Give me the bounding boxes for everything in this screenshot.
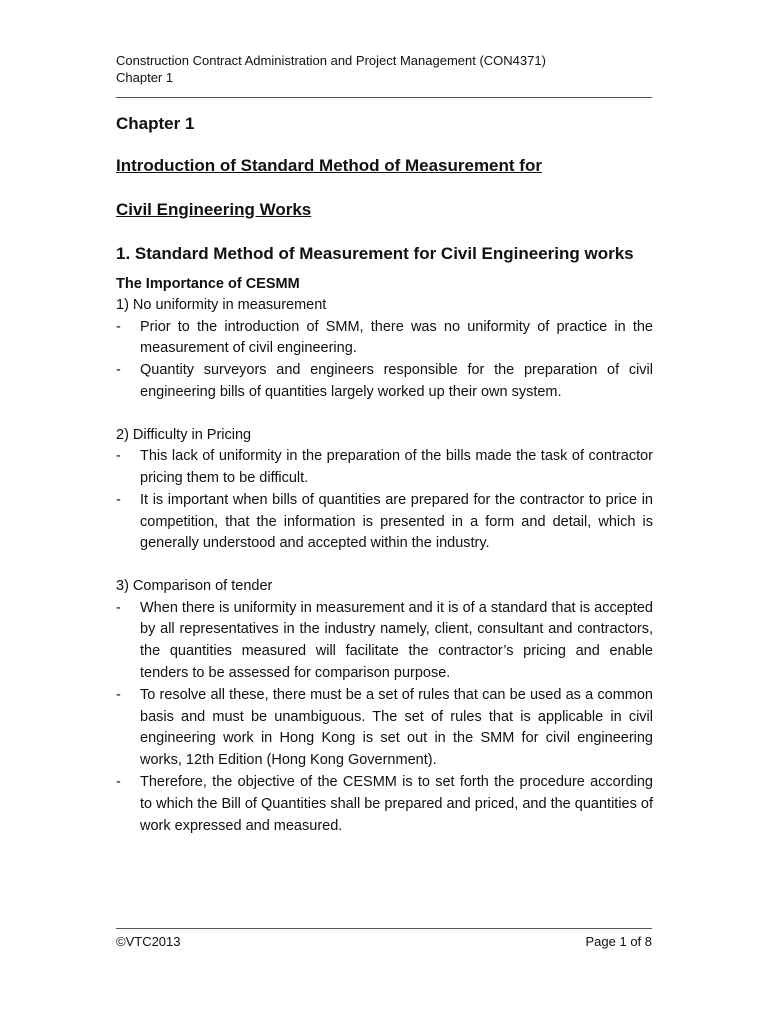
topic-title: 3) Comparison of tender bbox=[116, 578, 273, 595]
bullet-text: To resolve all these, there must be a set of rules that can be used as a common basis and must be unambiguous. The set of rules that is applicable in civil engineering work in Hong Kong is set out in the SMM for civil engineering works, 12th Edition (Hong Kong Government). bbox=[140, 686, 653, 769]
bullet-text: Quantity surveyors and engineers responsible for the preparation of civil engineering bills of quantities largely worked up their own system. bbox=[140, 362, 653, 400]
bullet-marker: - bbox=[116, 318, 121, 335]
header-divider bbox=[116, 97, 652, 98]
bullet-marker: - bbox=[116, 362, 121, 379]
bullet-list bbox=[116, 446, 653, 555]
footer-copyright: ©VTC2013 bbox=[116, 934, 181, 949]
bullet-marker: - bbox=[116, 491, 121, 508]
list-item bbox=[116, 360, 653, 404]
sub-heading: The Importance of CESMM bbox=[116, 276, 300, 292]
bullet-marker: - bbox=[116, 448, 121, 465]
bullet-list bbox=[116, 598, 653, 838]
course-title: Construction Contract Administration and Project Management (CON4371) bbox=[116, 53, 546, 68]
chapter-heading: Chapter 1 bbox=[116, 114, 195, 133]
bullet-text: Prior to the introduction of SMM, there was no uniformity of practice in the measurement of civil engineering. bbox=[140, 318, 653, 357]
bullet-text: When there is uniformity in measurement and it is of a standard that is accepted by all representatives in the industry namely, client, consultant and contractors, the quantities measured will facilitate the contractor’s pricing and enable tenders to be assessed for comparison purpose. bbox=[140, 599, 653, 682]
bullet-text: This lack of uniformity in the preparation of the bills made the task of contractor pricing them to be difficult. bbox=[140, 448, 653, 486]
list-item bbox=[116, 685, 653, 772]
section-heading: 1. Standard Method of Measurement for Civil Engineering works bbox=[116, 244, 634, 263]
footer-divider bbox=[116, 928, 652, 929]
page-content bbox=[116, 112, 653, 837]
list-item bbox=[116, 490, 653, 555]
header-chapter-label: Chapter 1 bbox=[116, 70, 174, 85]
running-header bbox=[116, 52, 652, 86]
list-item bbox=[116, 772, 653, 837]
title-line-2: Civil Engineering Works bbox=[116, 200, 312, 219]
list-item bbox=[116, 598, 653, 685]
bullet-marker: - bbox=[116, 599, 121, 616]
bullet-text: It is important when bills of quantities are prepared for the contractor to price in competition, that the information is presented in a form and detail, which is generally understood and accepted within the industry. bbox=[140, 491, 653, 552]
bullet-marker: - bbox=[116, 774, 121, 791]
bullet-list bbox=[116, 317, 653, 404]
bullet-text: Therefore, the objective of the CESMM is to set forth the procedure according to which the Bill of Quantities shall be prepared and priced, and the quantities of work expressed and measured. bbox=[140, 774, 653, 834]
topic-title: 2) Difficulty in Pricing bbox=[116, 426, 252, 443]
list-item bbox=[116, 446, 653, 490]
topic-title: 1) No uniformity in measurement bbox=[116, 297, 327, 313]
footer-page-number: Page 1 of 8 bbox=[585, 934, 652, 949]
title-line-1: Introduction of Standard Method of Measurement for bbox=[116, 156, 542, 175]
bullet-marker: - bbox=[116, 686, 121, 703]
list-item bbox=[116, 317, 653, 361]
